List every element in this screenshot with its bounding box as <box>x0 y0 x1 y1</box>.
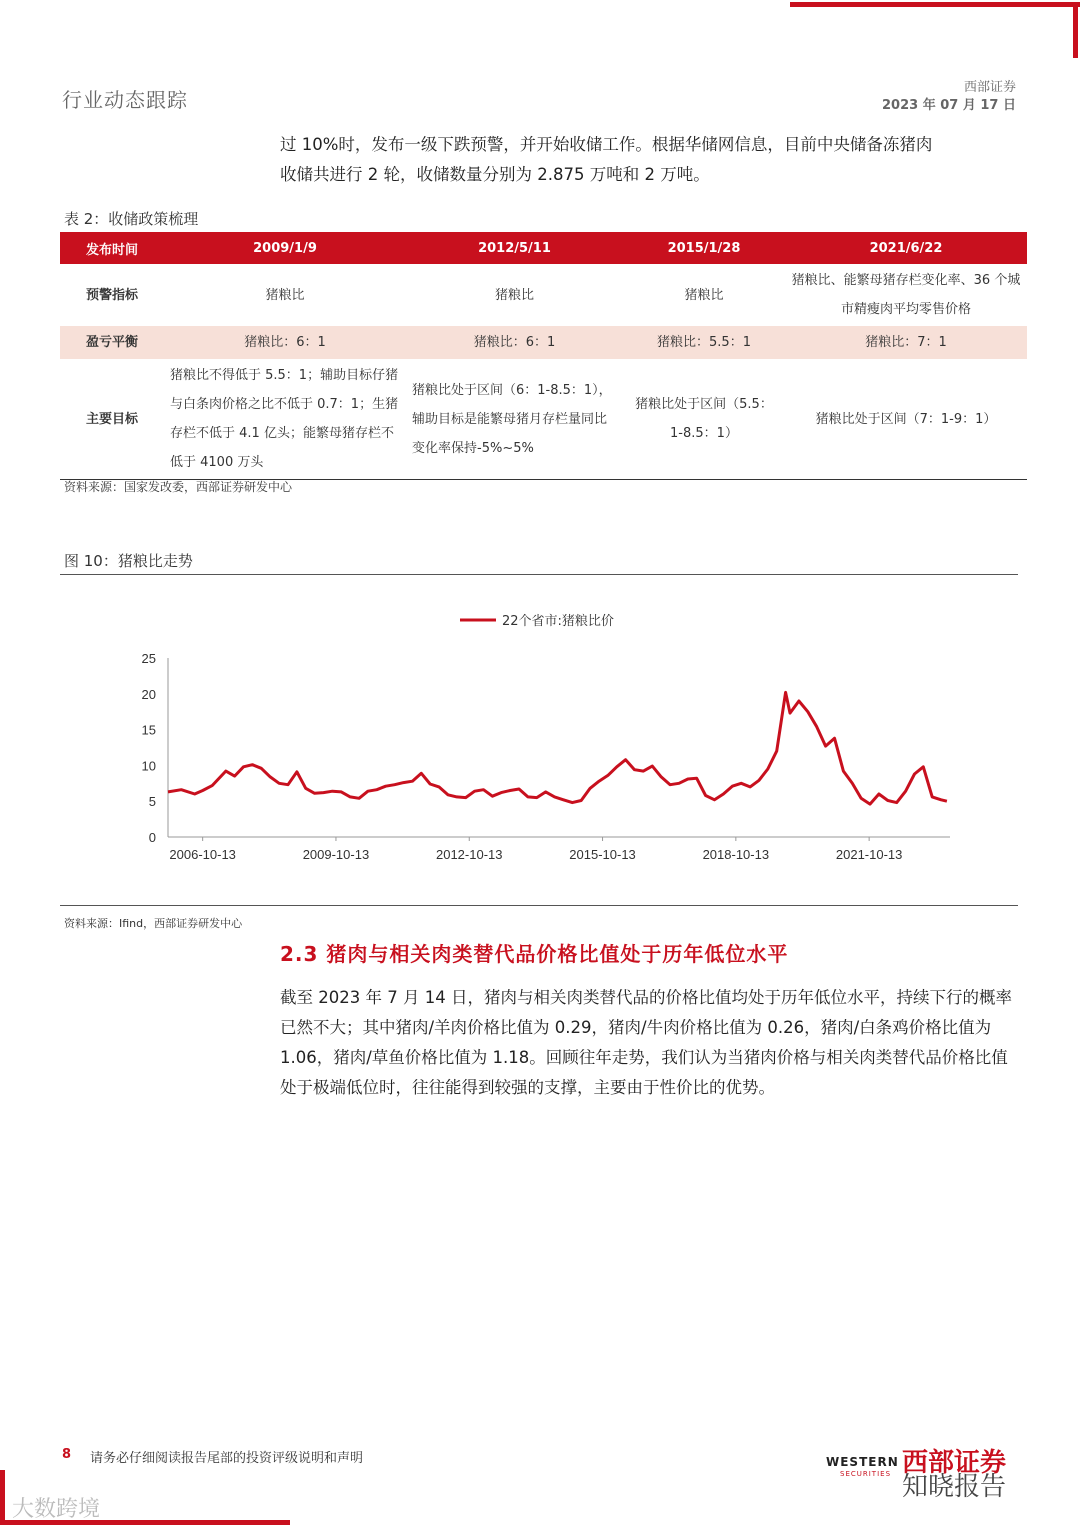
logo-chinese: 西部证券 <box>902 1448 1007 1478</box>
top-accent-bar-vertical <box>1073 2 1078 58</box>
watermark-left: 大数跨境 <box>12 1497 101 1522</box>
x-tick-label: 2018-10-13 <box>702 847 770 862</box>
header-section-title: 行业动态跟踪 <box>62 88 188 112</box>
row-head: 预警指标 <box>85 287 138 303</box>
intro-line-1: 过 10%时，发布一级下跌预警，并开始收储工作。根据华储网信息，目前中央储备冻猪肉 <box>280 135 933 154</box>
table-header-cell: 2009/1/9 <box>164 232 406 264</box>
legend-label: 22个省市:猪粮比价 <box>502 614 614 629</box>
table-cell: 猪粮比：6：1 <box>406 326 623 359</box>
section-paragraph: 截至 2023 年 7 月 14 日，猪肉与相关肉类替代品的价格比值均处于历年低位水平，持续下行的概率已然不大；其中猪肉/羊肉价格比值为 0.29，猪肉/牛肉价格比值为 0.26，猪肉/白条鸡价格比值为 1.06，猪肉/草鱼价格比值为 1.18。回顾往年走势，我们认为当猪肉价格与相关肉类替代品价格比值处于极端低位时，往往能得到较强的支撑，主要由于性价比的优势。 <box>280 988 1012 1097</box>
intro-line-2: 收储共进行 2 轮，收储数量分别为 2.875 万吨和 2 万吨。 <box>280 165 710 184</box>
table-cell: 猪粮比处于区间（7：1-9：1） <box>785 359 1027 480</box>
intro-paragraph <box>280 130 1020 190</box>
x-tick-label: 2012-10-13 <box>435 847 503 862</box>
table-cell: 猪粮比 <box>494 287 534 303</box>
logo-english: WESTERN <box>826 1455 899 1469</box>
table-cell: 猪粮比：6：1 <box>164 326 406 359</box>
top-accent-bar <box>790 2 1080 7</box>
y-tick-label: 15 <box>141 722 156 738</box>
policy-table <box>60 232 1027 480</box>
logo-english-sub: SECURITIES <box>840 1470 892 1478</box>
header-company: 西部证券 <box>963 80 1016 95</box>
y-tick-label: 5 <box>148 794 156 810</box>
x-tick-label: 2009-10-13 <box>302 847 370 862</box>
table-cell: 猪粮比：5.5：1 <box>623 326 785 359</box>
figure-top-rule <box>60 574 1018 575</box>
table-row <box>60 359 1027 480</box>
footer-notice: 请务必仔细阅读报告尾部的投资评级说明和声明 <box>90 1451 364 1466</box>
table-row <box>60 326 1027 359</box>
table-header-row <box>60 232 1027 264</box>
table-cell: 猪粮比、能繁母猪存栏变化率、36 个城市精瘦肉平均零售价格 <box>791 273 1021 317</box>
y-tick-label: 10 <box>141 758 156 774</box>
header-date: 2023 年 07 月 17 日 <box>882 98 1016 113</box>
table-cell: 猪粮比处于区间（5.5：1-8.5：1） <box>623 359 785 480</box>
table-cell: 猪粮比 <box>265 287 305 303</box>
pig-grain-ratio-chart <box>60 590 1018 890</box>
table-cell: 猪粮比：7：1 <box>785 326 1027 359</box>
table-cell: 猪粮比处于区间（6：1-8.5：1），辅助目标是能繁母猪月存栏量同比变化率保持-5%~5% <box>406 359 623 480</box>
table-header-cell: 2015/1/28 <box>623 232 785 264</box>
table-header-cell: 2021/6/22 <box>785 232 1027 264</box>
x-tick-label: 2021-10-13 <box>835 847 903 862</box>
figure-source: 资料来源：Ifind，西部证券研发中心 <box>64 917 243 930</box>
table-cell: 猪粮比 <box>684 287 724 303</box>
page-number: 8 <box>62 1447 72 1462</box>
x-tick-label: 2006-10-13 <box>169 847 236 862</box>
y-tick-label: 25 <box>141 651 156 666</box>
section-heading: 2.3 猪肉与相关肉类替代品价格比值处于历年低位水平 <box>280 942 789 966</box>
table-source: 资料来源：国家发改委，西部证券研发中心 <box>64 480 293 494</box>
figure-caption: 图 10：猪粮比走势 <box>64 552 193 570</box>
watermark-right: 知晓报告 <box>902 1472 1007 1502</box>
table-cell: 猪粮比不得低于 5.5：1；辅助目标仔猪与白条肉价格之比不低于 0.7：1；生猪存栏不低于 4.1 亿头；能繁母猪存栏不低于 4100 万头 <box>164 359 406 480</box>
footer-accent-bar-vertical <box>0 1470 5 1525</box>
figure-bottom-rule <box>60 905 1018 906</box>
x-tick-label: 2015-10-13 <box>569 847 636 862</box>
table-header-cell: 2012/5/11 <box>406 232 623 264</box>
table-header-cell: 发布时间 <box>60 232 164 264</box>
y-tick-label: 0 <box>148 830 156 845</box>
row-head: 盈亏平衡 <box>60 326 164 359</box>
y-tick-label: 20 <box>141 686 156 702</box>
series-line <box>168 692 947 804</box>
table-caption: 表 2：收储政策梳理 <box>64 210 199 228</box>
row-head: 主要目标 <box>60 359 164 480</box>
table-row <box>60 264 1027 326</box>
